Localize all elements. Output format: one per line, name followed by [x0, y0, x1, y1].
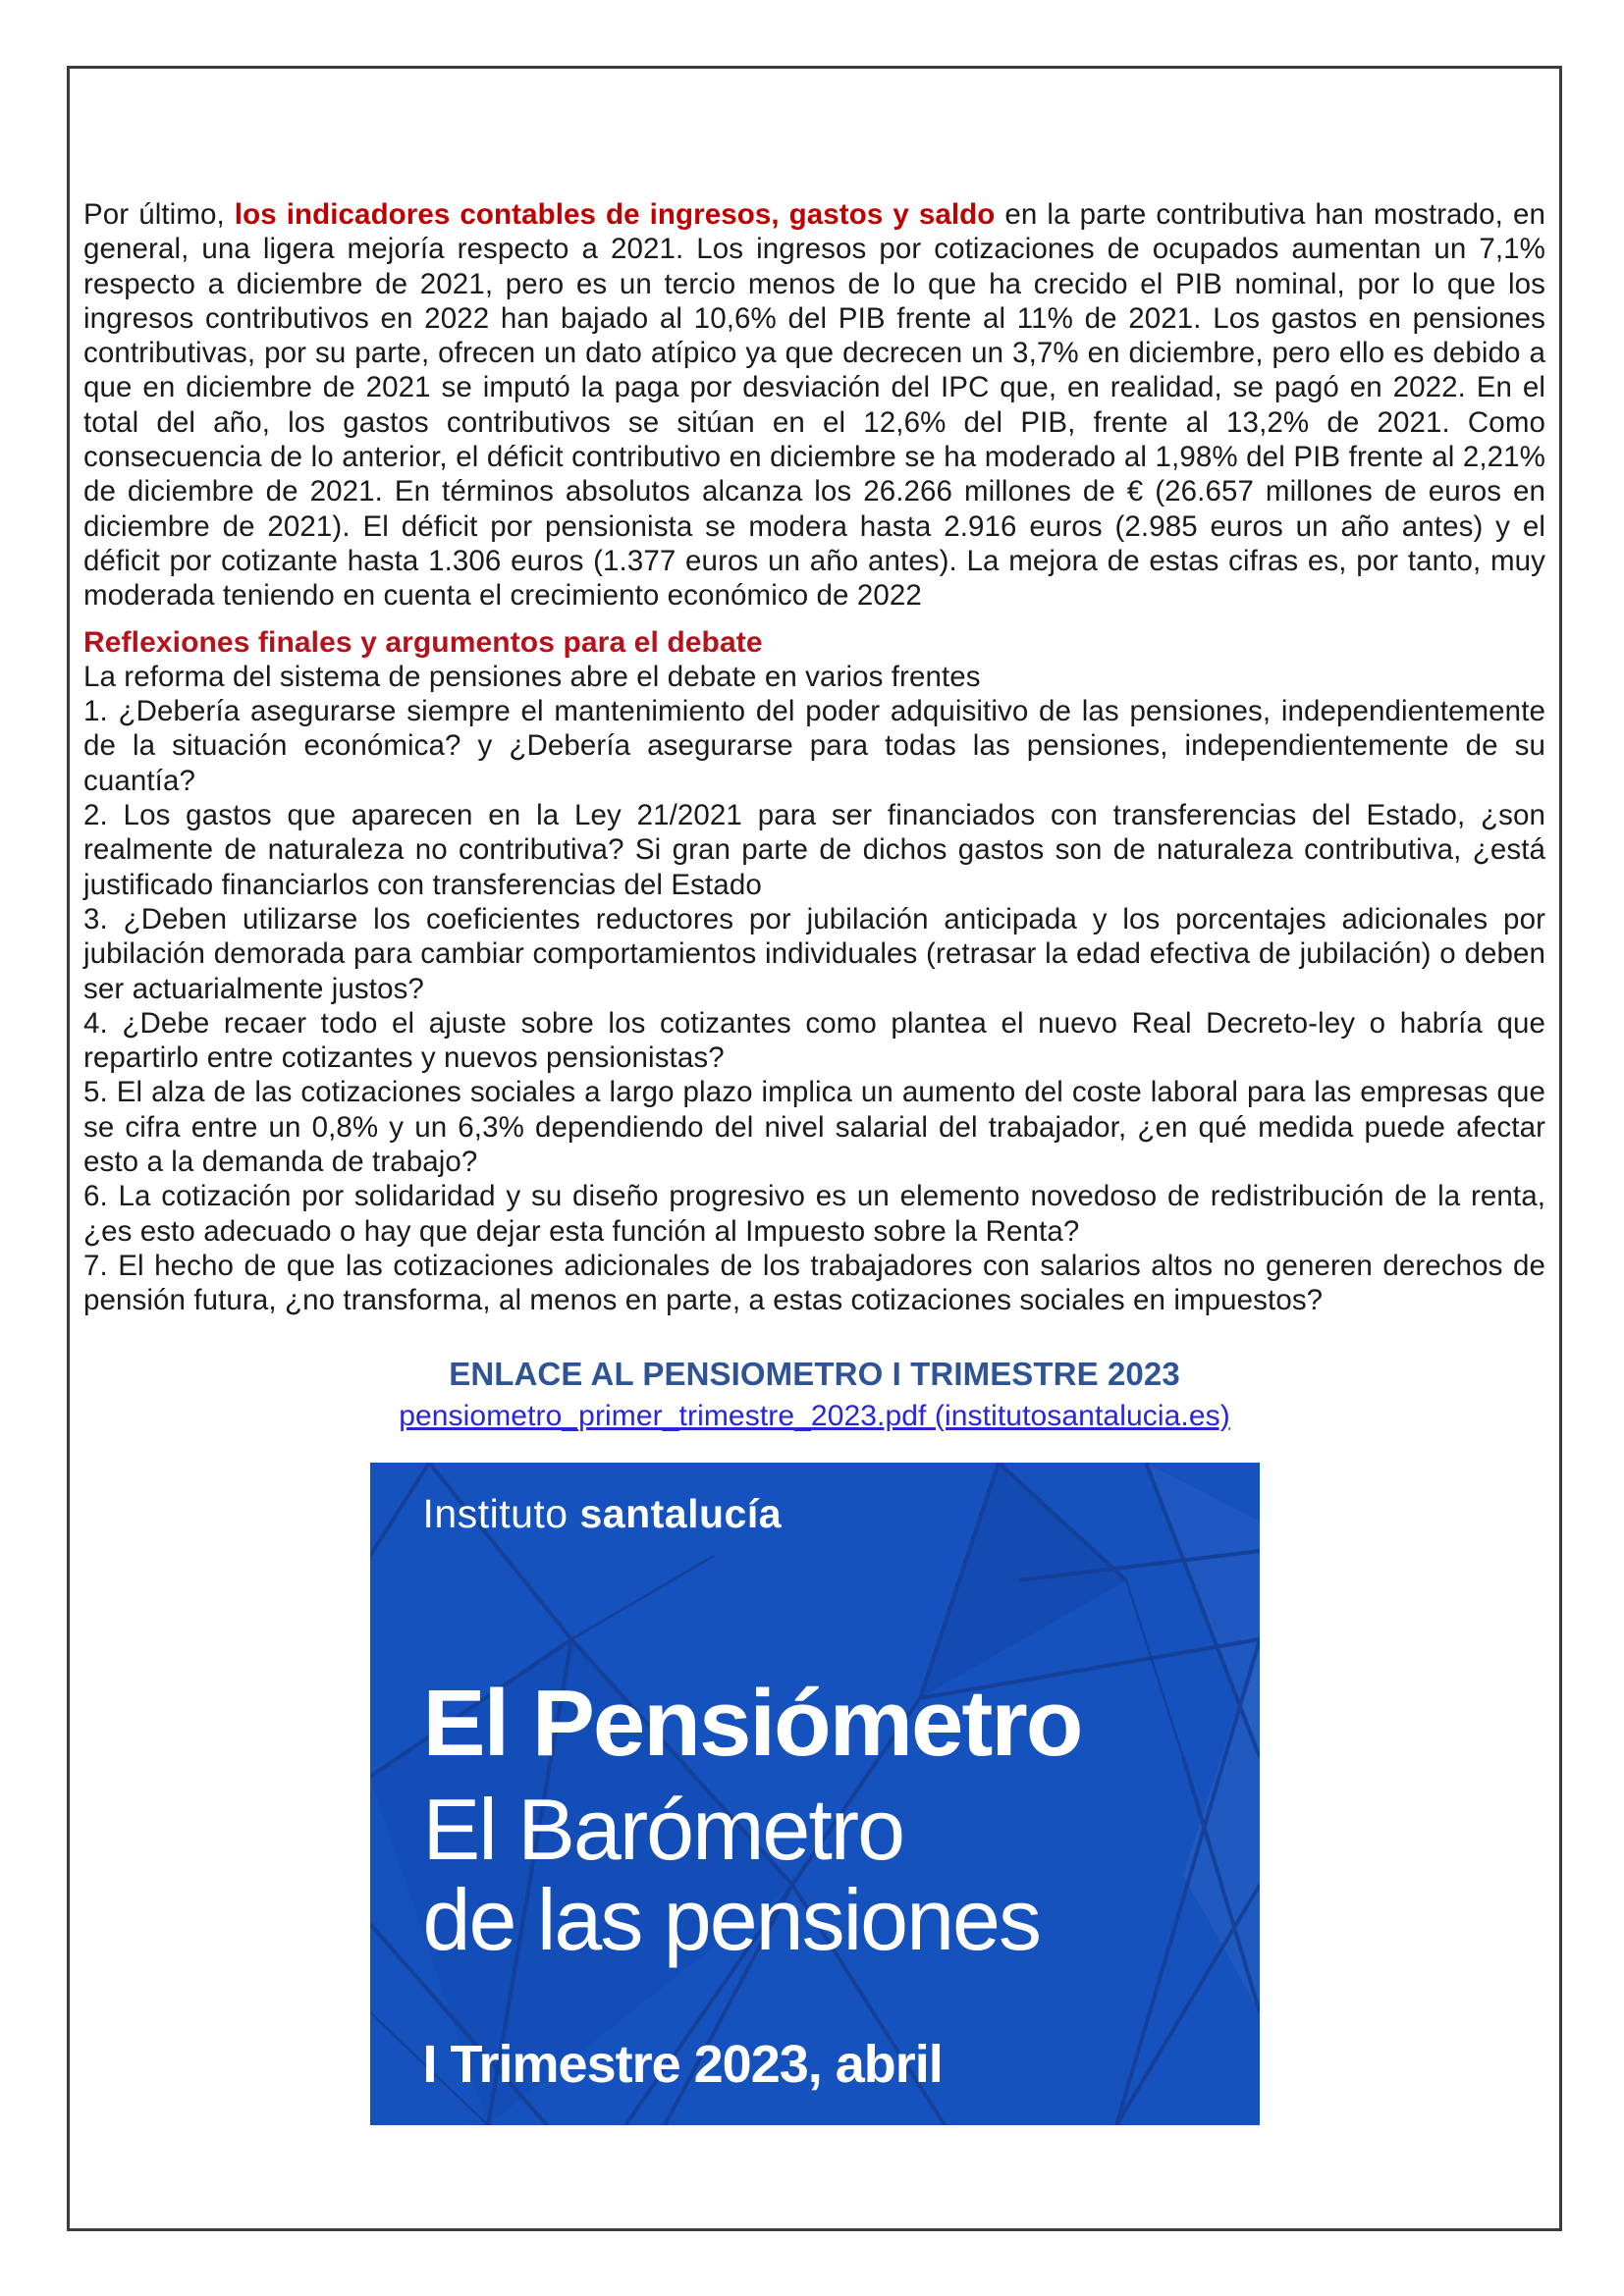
intro-paragraph [83, 197, 1545, 614]
banner-title: El Pensiómetro [422, 1671, 1082, 1776]
debate-question-item-3: 3. ¿Deben utilizarse los coeficientes reductores por jubilación anticipada y los porcentajes adicionales por jubilación demorada para cambiar comportamientos individuales (retrasar la edad efectiva de jubilación) o deben ser actuarialmente justos? [83, 902, 1545, 1005]
document-page-border [67, 66, 1562, 2231]
banner-subtitle-line1: El Barómetro [422, 1781, 904, 1878]
intro-bold-red-phrase: los indicadores contables de ingresos, gastos y saldo [234, 198, 996, 231]
intro-text-rest: en la parte contributiva han mostrado, en general, una ligera mejoría respecto a 2021. Los ingresos por cotizaciones de ocupados aumentan un 7,1% respecto a diciembre de 2021, pero es un tercio menos de lo que ha crecido el PIB nominal, por lo que los ingresos contributivos en 2022 han bajado al 10,6% del PIB frente al 11% de 2021. Los gastos en pensiones contributivas, por su parte, ofrecen un dato atípico ya que decrecen un 3,7% en diciembre, pero ello es debido a que en diciembre de 2021 se imputó la paga por desviación del IPC que, en realidad, se pagó en 2022. En el total del año, los gastos contributivos se sitúan en el 12,6% del PIB, frente al 13,2% de 2021. Como consecuencia de lo anterior, el déficit contributivo en diciembre se ha moderado al 1,98% del PIB frente al 2,21% de diciembre de 2021. En términos absolutos alcanza los 26.266 millones de € (26.657 millones de euros en diciembre de 2021). El déficit por pensionista se modera hasta 2.916 euros (2.985 euros un año antes) y el déficit por cotizante hasta 1.306 euros (1.377 euros un año antes). La mejora de estas cifras es, por tanto, muy moderada teniendo en cuenta el crecimiento económico de 2022 [83, 198, 1545, 613]
intro-text-prefix: Por último, [83, 198, 235, 231]
debate-question-item-7: 7. El hecho de que las cotizaciones adicionales de los trabajadores con salarios altos no generen derechos de pensión futura, ¿no transforma, al menos en parte, a estas cotizaciones sociales en impuestos? [83, 1249, 1545, 1317]
logo-word-santalucia: santalucía [579, 1491, 783, 1536]
debate-question-item-5: 5. El alza de las cotizaciones sociales a largo plazo implica un aumento del coste laboral para las empresas que se cifra entre un 0,8% y un 6,3% dependiendo del nivel salarial del trabajador, ¿en qué medida puede afectar esto a la demanda de trabajo? [83, 1076, 1545, 1179]
debate-question-item-2: 2. Los gastos que aparecen en la Ley 21/2021 para ser financiados con transferencias del Estado, ¿son realmente de naturaleza no contributiva? Si gran parte de dichos gastos son de naturaleza contributiva, ¿está justificado financiarlos con transferencias del Estado [83, 799, 1545, 901]
debate-question-item-6: 6. La cotización por solidaridad y su diseño progresivo es un elemento novedoso de redistribución de la renta, ¿es esto adecuado o hay que dejar esta función al Impuesto sobre la Renta? [83, 1180, 1545, 1248]
reflections-intro-line: La reforma del sistema de pensiones abre el debate en varios frentes [83, 660, 981, 693]
pensiometro-banner-image [370, 1463, 1260, 2125]
logo-word-instituto: Instituto [422, 1491, 568, 1536]
instituto-santalucia-logo [422, 1491, 783, 1536]
pdf-link-row [83, 1399, 1545, 1434]
reflections-heading: Reflexiones finales y argumentos para el debate [83, 625, 763, 659]
pensiometro-pdf-link[interactable]: pensiometro_primer_trimestre_2023.pdf (institutosantalucia.es) [399, 1399, 1230, 1432]
page-content [70, 69, 1559, 2125]
enlace-heading: ENLACE AL PENSIOMETRO I TRIMESTRE 2023 [449, 1355, 1180, 1392]
debate-question-item-4: 4. ¿Debe recaer todo el ajuste sobre los cotizantes como plantea el nuevo Real Decreto-ley o habría que repartirlo entre cotizantes y nuevos pensionistas? [83, 1006, 1545, 1075]
debate-question-item-1: 1. ¿Debería asegurarse siempre el mantenimiento del poder adquisitivo de las pensiones, independientemente de la situación económica? y ¿Debería asegurarse para todas las pensiones, independientemente de su cuantía? [83, 695, 1545, 797]
banner-subtitle-line2: de las pensiones [422, 1871, 1040, 1968]
banner-edition-label: I Trimestre 2023, abril [422, 2035, 943, 2094]
